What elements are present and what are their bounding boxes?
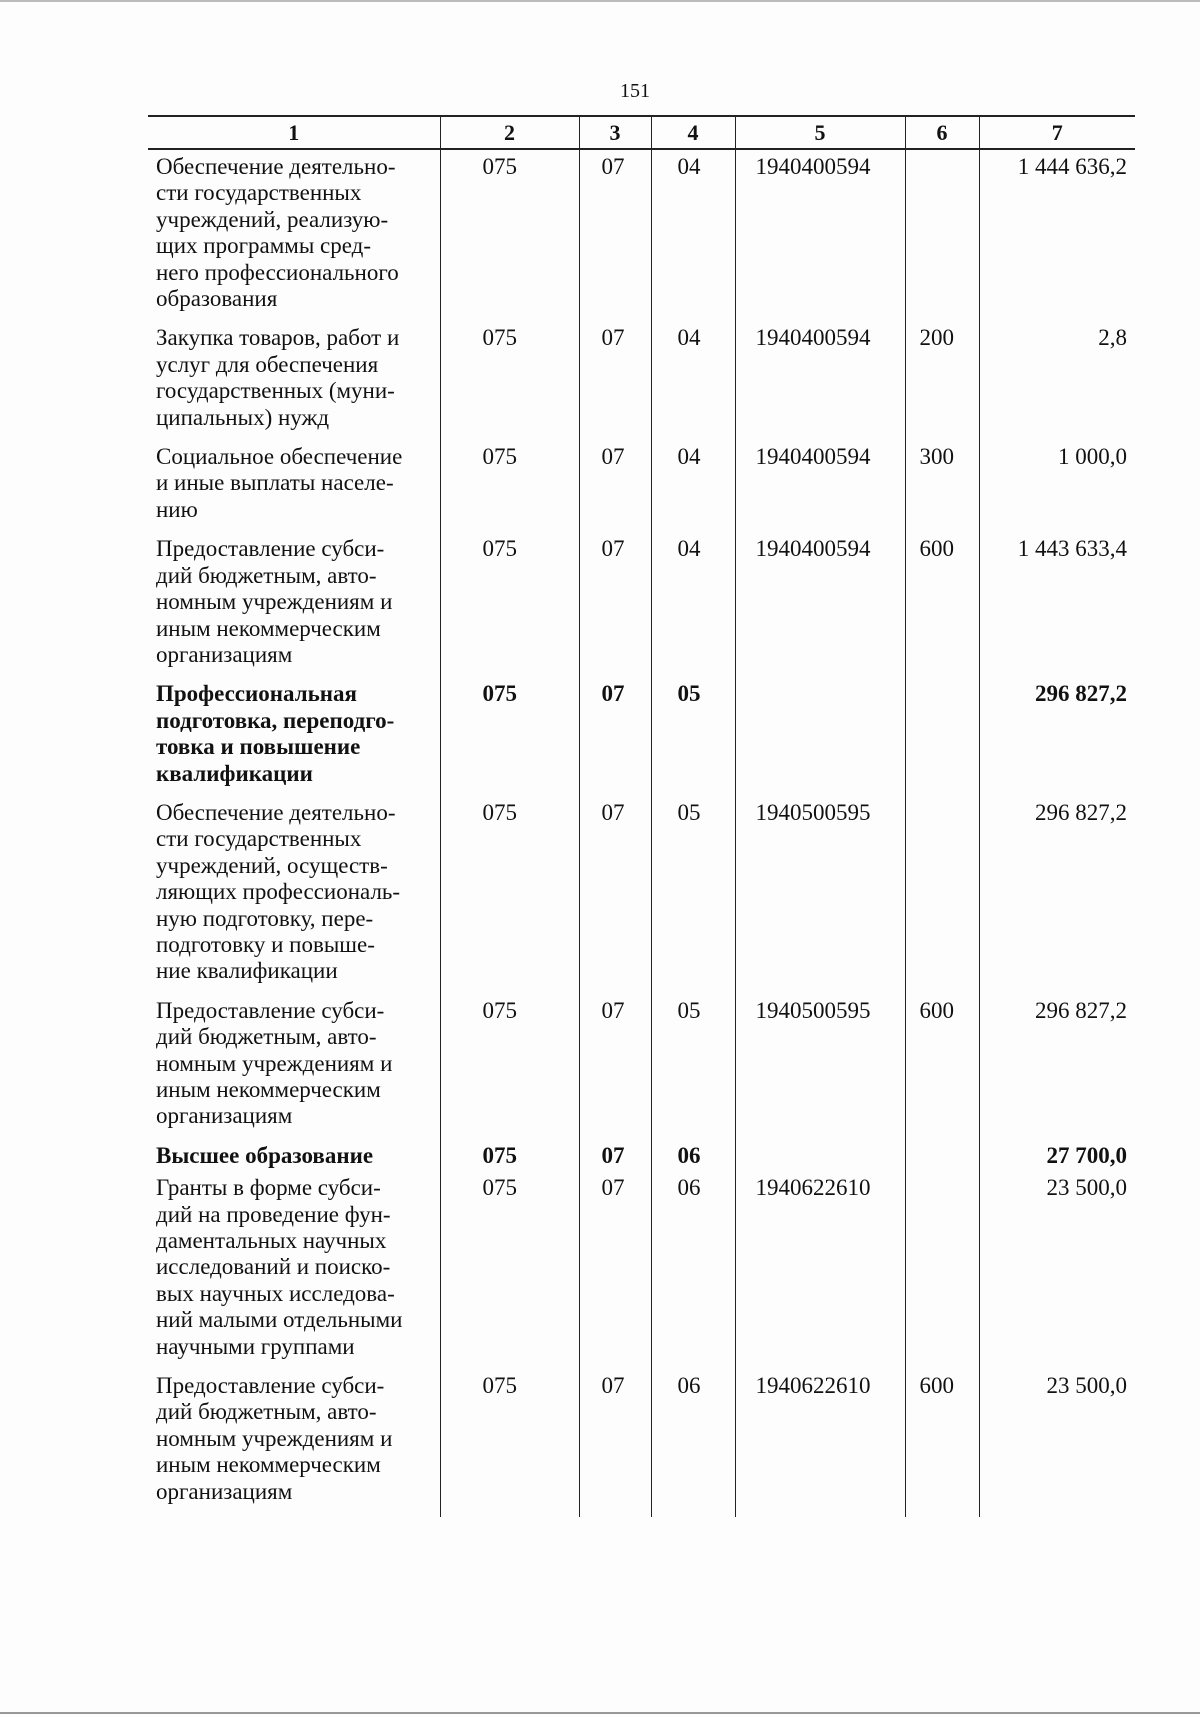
table-row [148,800,1135,998]
row-name-line: иным некоммерческим [156,1452,381,1478]
row-name-line: номным учреждениям и [156,589,393,615]
row-expense-type [905,149,979,325]
row-amount: 296 827,2 [979,998,1135,1143]
header-col-2: 2 [440,116,579,149]
row-name-line: него профессионального [156,259,399,285]
row-name-line: Предоставление субси- [156,997,385,1023]
row-name-line: квалификации [156,760,313,786]
row-section-code: 07 [579,800,651,998]
row-section-code: 07 [579,681,651,800]
row-name-line: Обеспечение деятельно- [156,154,396,179]
row-section-code: 07 [579,325,651,444]
row-target-code: 1940622610 [735,1373,905,1517]
row-subsection-code: 06 [651,1143,735,1175]
row-name-line: сти государственных [156,826,362,852]
row-subsection-code: 05 [651,800,735,998]
row-subsection-code: 06 [651,1373,735,1517]
row-name-line: ную подготовку, пере- [156,905,374,931]
row-name-line: Обеспечение деятельно- [156,799,396,825]
row-name [148,149,440,325]
row-subsection-code: 06 [651,1175,735,1373]
row-name-line: номным учреждениям и [156,1425,393,1451]
row-ministry-code: 075 [440,1175,579,1373]
table-row [148,998,1135,1143]
header-col-6: 6 [905,116,979,149]
row-subsection-code: 05 [651,998,735,1143]
row-name-line: Предоставление субси- [156,1373,385,1399]
header-col-4: 4 [651,116,735,149]
row-target-code: 1940400594 [735,536,905,681]
row-amount: 23 500,0 [979,1373,1135,1517]
row-name-line: образования [156,286,278,312]
top-scan-edge [0,0,1200,2]
table-body [148,149,1135,1517]
row-name-line: Предоставление субси- [156,536,385,562]
row-name-line: номным учреждениям и [156,1050,393,1076]
row-ministry-code: 075 [440,149,579,325]
row-section-code: 07 [579,1143,651,1175]
row-subsection-code: 04 [651,536,735,681]
row-section-code: 07 [579,536,651,681]
row-section-code: 07 [579,1373,651,1517]
budget-table [148,115,1135,1517]
row-name-line: услуг для обеспечения [156,351,379,377]
row-name-line: организациям [156,1478,293,1504]
row-ministry-code: 075 [440,1143,579,1175]
row-name-line: сти государственных [156,180,362,206]
row-name-line: даментальных научных [156,1228,387,1254]
bottom-scan-edge [0,1712,1200,1714]
row-name-line: научными группами [156,1333,355,1359]
row-name-line: государственных (муни- [156,378,395,404]
row-name [148,1175,440,1373]
row-section-code: 07 [579,149,651,325]
row-amount: 27 700,0 [979,1143,1135,1175]
row-name-line: иным некоммерческим [156,1077,381,1102]
row-name [148,325,440,444]
row-name-line: дий бюджетным, авто- [156,1024,377,1050]
row-amount: 296 827,2 [979,800,1135,998]
row-name [148,444,440,536]
row-amount: 296 827,2 [979,681,1135,800]
row-amount: 1 443 633,4 [979,536,1135,681]
table-row [148,536,1135,681]
row-name-line: дий бюджетным, авто- [156,1399,377,1425]
row-expense-type: 200 [905,325,979,444]
row-name-line: дий бюджетным, авто- [156,562,377,588]
row-name-line: ние квалификации [156,958,338,984]
row-subsection-code: 05 [651,681,735,800]
row-name-line: Гранты в форме субси- [156,1175,381,1201]
row-name-line: ляющих профессиональ- [156,879,401,905]
row-name-line: Социальное обеспечение [156,444,403,470]
row-name [148,536,440,681]
row-ministry-code: 075 [440,681,579,800]
row-ministry-code: 075 [440,1373,579,1517]
row-target-code [735,681,905,800]
table-row [148,444,1135,536]
row-target-code: 1940400594 [735,149,905,325]
row-ministry-code: 075 [440,800,579,998]
row-expense-type: 300 [905,444,979,536]
row-target-code: 1940400594 [735,325,905,444]
row-name-line: дий на проведение фун- [156,1201,391,1227]
row-name-line: ципальных) нужд [156,404,330,430]
table-header [148,116,1135,149]
row-name-line: исследований и поиско- [156,1254,391,1280]
row-subsection-code: 04 [651,325,735,444]
row-name-line: иным некоммерческим [156,615,381,641]
page-number: 151 [620,80,650,102]
row-amount: 1 444 636,2 [979,149,1135,325]
row-expense-type [905,800,979,998]
header-col-7: 7 [979,116,1135,149]
row-target-code: 1940400594 [735,444,905,536]
row-name-line: подготовку и повыше- [156,931,375,957]
row-name-line: Закупка товаров, работ и [156,325,400,351]
row-ministry-code: 075 [440,998,579,1143]
row-name [148,1373,440,1517]
row-name-line: щих программы сред- [156,233,372,259]
row-ministry-code: 075 [440,325,579,444]
row-name [148,800,440,998]
table-row [148,325,1135,444]
table-row [148,681,1135,800]
row-expense-type [905,1143,979,1175]
row-target-code: 1940500595 [735,998,905,1143]
header-col-1: 1 [148,116,440,149]
row-name-line: подготовка, переподго- [156,707,395,733]
row-name-line: организациям [156,1103,293,1129]
table-row [148,1175,1135,1373]
row-amount: 23 500,0 [979,1175,1135,1373]
table-row [148,149,1135,325]
row-name-line: вых научных исследова- [156,1280,395,1306]
row-name-line: организациям [156,641,293,667]
row-expense-type: 600 [905,998,979,1143]
row-name-line: учреждений, реализую- [156,206,389,232]
row-section-code: 07 [579,1175,651,1373]
row-name-line: ний малыми отдельными [156,1307,403,1333]
row-name-line: товка и повышение [156,734,361,760]
row-name-line: нию [156,496,198,522]
row-ministry-code: 075 [440,536,579,681]
row-target-code: 1940622610 [735,1175,905,1373]
row-section-code: 07 [579,998,651,1143]
row-name-line: и иные выплаты населе- [156,470,394,496]
row-subsection-code: 04 [651,149,735,325]
row-expense-type [905,681,979,800]
row-name [148,998,440,1143]
row-expense-type: 600 [905,1373,979,1517]
row-expense-type [905,1175,979,1373]
row-name-line: учреждений, осуществ- [156,852,388,878]
row-name-line: Профессиональная [156,681,357,707]
header-row [148,116,1135,149]
table-row [148,1373,1135,1517]
row-expense-type: 600 [905,536,979,681]
row-target-code [735,1143,905,1175]
row-name [148,1143,440,1175]
row-name-line: Высшее образование [156,1142,374,1168]
row-amount: 1 000,0 [979,444,1135,536]
row-subsection-code: 04 [651,444,735,536]
row-amount: 2,8 [979,325,1135,444]
row-target-code: 1940500595 [735,800,905,998]
header-col-5: 5 [735,116,905,149]
row-ministry-code: 075 [440,444,579,536]
row-name [148,681,440,800]
table-row [148,1143,1135,1175]
row-section-code: 07 [579,444,651,536]
header-col-3: 3 [579,116,651,149]
